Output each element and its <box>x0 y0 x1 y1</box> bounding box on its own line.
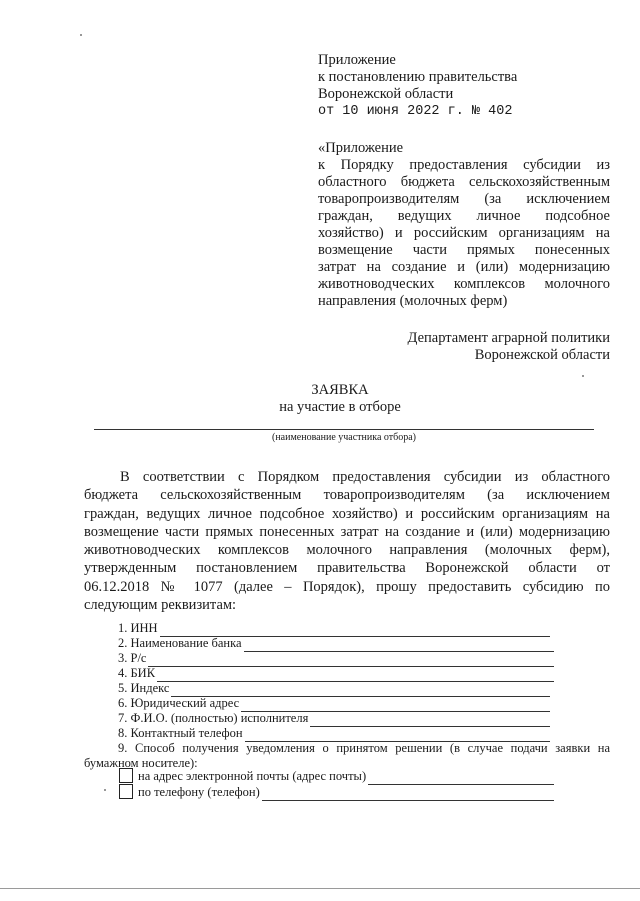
notification-question-line: 9. Способ получения уведомления о принятом решении (в случае подачи заявки на <box>118 741 610 755</box>
field-input-line[interactable] <box>310 714 550 727</box>
field-bik[interactable] <box>118 667 554 682</box>
order-reference-line: товаропроизводителям (за исключением <box>318 191 610 207</box>
phone-option-checkbox[interactable] <box>119 784 133 799</box>
appendix-title: Приложение <box>318 52 396 68</box>
body-paragraph <box>84 468 610 614</box>
participant-name-line[interactable] <box>94 429 594 430</box>
order-reference-line: хозяйство) и российским организациям на <box>318 225 610 241</box>
appendix-decree-line: к постановлению правительства <box>318 69 518 85</box>
email-option-checkbox[interactable] <box>119 768 133 783</box>
option-email[interactable] <box>138 770 554 785</box>
phone-input-line[interactable] <box>262 788 554 801</box>
body-line: утвержденным постановлением правительства Воронежской области от <box>84 560 610 577</box>
order-reference-line: граждан, ведущих личное подсобное <box>318 208 610 224</box>
option-phone-label: по телефону (телефон) <box>138 785 260 799</box>
field-input-line[interactable] <box>157 669 554 682</box>
order-reference-line: к Порядку предоставления субсидии из <box>318 157 610 173</box>
notification-question-line: бумажном носителе): <box>84 756 198 770</box>
field-label: 3. Р/с <box>118 651 147 665</box>
body-line: животноводческих комплексов молочного направления (молочных ферм), <box>84 542 610 559</box>
body-line: возмещение части прямых понесенных затрат на создание и (или) модернизацию <box>84 523 610 540</box>
addressee-department: Департамент аграрной политики <box>407 330 610 346</box>
order-reference-line: затрат на создание и (или) модернизацию <box>318 259 610 275</box>
notification-question <box>84 741 610 771</box>
title-main: ЗАЯВКА <box>311 382 369 398</box>
option-phone[interactable] <box>138 786 554 801</box>
field-label: 4. БИК <box>118 666 156 680</box>
body-line: В соответствии с Порядком предоставления субсидии из областного <box>120 469 610 485</box>
document-title <box>150 382 530 416</box>
email-input-line[interactable] <box>368 772 554 785</box>
body-line: граждан, ведущих личное подсобное хозяйство) и российским организациям на <box>84 505 610 522</box>
field-input-line[interactable] <box>148 654 554 667</box>
scan-speck <box>80 34 82 36</box>
scan-speck <box>582 375 584 377</box>
field-account[interactable] <box>118 652 554 667</box>
order-reference-line: возмещение части прямых понесенных <box>318 242 610 258</box>
page-bottom-edge <box>0 888 640 889</box>
field-label: 7. Ф.И.О. (полностью) исполнителя <box>118 711 309 725</box>
scan-speck <box>104 789 106 791</box>
addressee-block <box>318 330 610 364</box>
addressee-region: Воронежской области <box>474 347 610 363</box>
appendix-date-number: от 10 июня 2022 г. № 402 <box>318 104 513 119</box>
field-label: 6. Юридический адрес <box>118 696 240 710</box>
field-label: 5. Индекс <box>118 681 170 695</box>
field-input-line[interactable] <box>244 639 554 652</box>
participant-caption: (наименование участника отбора) <box>272 432 416 443</box>
option-email-label: на адрес электронной почты (адрес почты) <box>138 769 367 783</box>
order-reference-line: направления (молочных ферм) <box>318 293 508 309</box>
body-line: 06.12.2018 № 1077 (далее – Порядок), прошу предоставить субсидию по <box>84 578 610 595</box>
field-label: 2. Наименование банка <box>118 636 242 650</box>
order-reference-title: «Приложение <box>318 140 404 156</box>
order-reference-block <box>318 140 610 310</box>
order-reference-line: областного бюджета сельскохозяйственным <box>318 174 610 190</box>
appendix-header <box>318 52 610 120</box>
field-label: 1. ИНН <box>118 621 158 635</box>
body-line: бюджета сельскохозяйственным товаропроизводителям (за исключением <box>84 487 610 504</box>
appendix-region-line: Воронежской области <box>318 86 454 102</box>
body-line: следующим реквизитам: <box>84 597 237 614</box>
field-contact-phone[interactable] <box>118 727 550 742</box>
title-sub: на участие в отборе <box>279 399 401 415</box>
field-label: 8. Контактный телефон <box>118 726 243 740</box>
order-reference-line: животноводческих комплексов молочного <box>318 276 610 292</box>
field-bank-name[interactable] <box>118 637 554 652</box>
